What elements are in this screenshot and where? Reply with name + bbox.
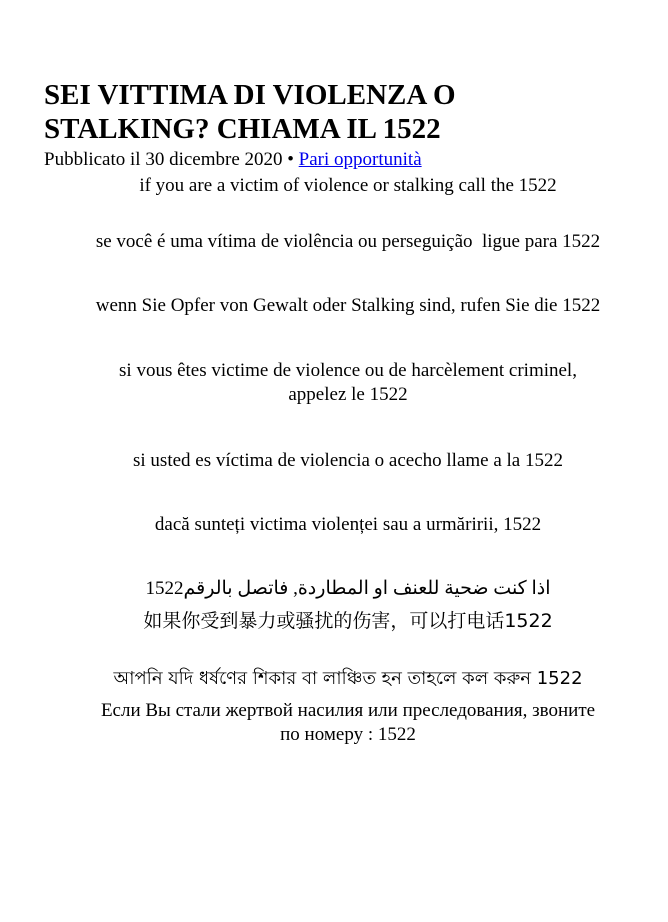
article-body [44, 174, 652, 747]
article-title [44, 78, 652, 146]
translation-portuguese: se você é uma vítima de violência ou perseguição ligue para 1522 [95, 231, 601, 252]
translation-arabic: اذا كنت ضحية للعنف او المطاردة, فاتصل بالرقم1522 [145, 578, 551, 599]
translation-chinese: 如果你受到暴力或骚扰的伤害，可以打电话1522 [143, 610, 553, 632]
category-link[interactable]: Pari opportunità [298, 149, 422, 170]
published-date: Pubblicato il 30 dicembre 2020 [44, 149, 283, 170]
translation-french-line2: appelez le 1522 [288, 384, 408, 405]
translation-russian-line1: Если Вы стали жертвой насилия или преследования, звоните [100, 700, 596, 721]
translation-bengali: আপনি যদি ধর্ষণের শিকার বা লাঞ্চিত হন তাহলে কল করুন 1522 [113, 668, 583, 689]
translation-english: if you are a victim of violence or stalking call the 1522 [139, 175, 557, 196]
meta-separator: • [282, 149, 299, 170]
translation-french-line1: si vous êtes victime de violence ou de harcèlement criminel, [119, 360, 577, 381]
translation-spanish: si usted es víctima de violencia o acecho llame a la 1522 [133, 450, 563, 471]
translation-german: wenn Sie Opfer von Gewalt oder Stalking sind, rufen Sie die 1522 [95, 295, 601, 316]
article-title-line2: STALKING? CHIAMA IL 1522 [44, 113, 441, 145]
article-title-line1: SEI VITTIMA DI VIOLENZA O [44, 79, 456, 111]
article-meta [44, 148, 652, 172]
translation-romanian: dacă sunteți victima violenței sau a urmăririi, 1522 [154, 514, 542, 535]
article [44, 78, 652, 747]
translation-russian-line2: по номеру : 1522 [280, 724, 416, 745]
